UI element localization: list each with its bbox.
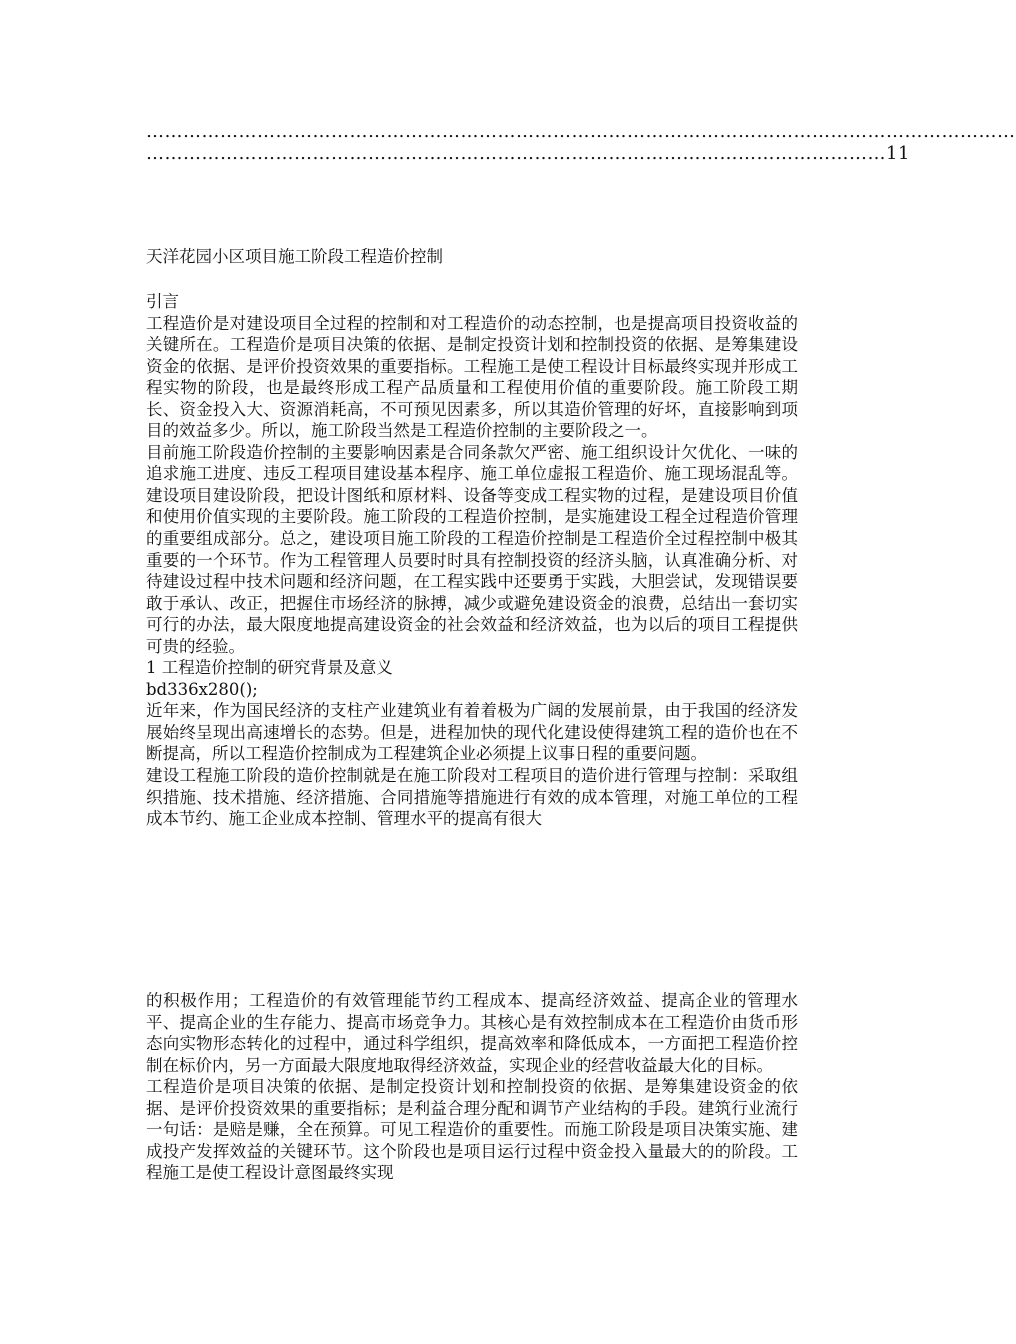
ad-placeholder-text: bd336x280(); [146,679,258,699]
paragraph: 工程造价是项目决策的依据、是制定投资计划和控制投资的依据、是筹集建设资金的依据、是评价投资效果的重要指标；是利益合理分配和调节产业结构的手段。建筑行业流行一句话：是赔是赚，全在预算。可见工程造价的重要性。而施工阶段是项目决策实施、建成投产发挥效益的关键环节。这个阶段也是项目运行过程中资金投入量最大的的阶段。工程施工是使工程设计意图最终实现 [146,1077,798,1183]
paragraph: 目前施工阶段造价控制的主要影响因素是合同条款欠严密、施工组织设计欠优化、一味的追求施工进度、违反工程项目建设基本程序、施工单位虚报工程造价、施工现场混乱等。建设项目建设阶段，把设计图纸和原材料、设备等变成工程实物的过程，是建设项目价值和使用价值实现的主要阶段。施工阶段的工程造价控制，是实施建设工程全过程造价管理的重要组成部分。总之，建设项目施工阶段的工程造价控制是工程造价全过程控制中极其重要的一个环节。作为工程管理人员要时时具有控制投资的经济头脑，认真准确分析、对待建设过程中技术问题和经济问题，在工程实践中还要勇于实践，大胆尝试，发现错误要敢于承认、改正，把握住市场经济的脉搏，减少或避免建设资金的浪费，总结出一套切实可行的办法，最大限度地提高建设资金的社会效益和经济效益，也为以后的项目工程提供可贵的经验。 [146,442,798,656]
paragraph: 的积极作用；工程造价的有效管理能节约工程成本、提高经济效益、提高企业的管理水平、提高企业的生存能力、提高市场竞争力。其核心是有效控制成本在工程造价由货币形态向实物形态转化的过程中，通过科学组织，提高效率和降低成本，一方面把工程造价控制在标价内，另一方面最大限度地取得经济效益，实现企业的经营收益最大化的目标。 [146,991,798,1075]
toc-leader-line-page-number: …………………………………………………………………………………………………………11 [146,143,910,164]
document-title: 天洋花园小区项目施工阶段工程造价控制 [146,247,443,266]
section-heading: 1 工程造价控制的研究背景及意义 [146,658,393,678]
paragraph: 建设工程施工阶段的造价控制就是在施工阶段对工程项目的造价进行管理与控制：采取组织措施、技术措施、经济措施、合同措施等措施进行有效的成本管理，对施工单位的工程成本节约、施工企业成本控制、管理水平的提高有很大 [146,766,798,829]
paragraph: 工程造价是对建设项目全过程的控制和对工程造价的动态控制，也是提高项目投资收益的关键所在。工程造价是项目决策的依据、是制定投资计划和控制投资的依据、是筹集建设资金的依据、是评价投资效果的重要指标。工程施工是使工程设计目标最终实现并形成工程实物的阶段，也是最终形成工程产品质量和工程使用价值的重要阶段。施工阶段工期长、资金投入大、资源消耗高，不可预见因素多，所以其造价管理的好坏，直接影响到项目的效益多少。所以，施工阶段当然是工程造价控制的主要阶段之一。 [146,313,798,441]
body-text-page1 [146,291,798,830]
body-text-page2 [146,990,798,1184]
toc-leader-line: …………………………………………………………………………………………………………………………… [146,121,1016,142]
paragraph: 近年来，作为国民经济的支柱产业建筑业有着着极为广阔的发展前景，由于我国的经济发展始终呈现出高速增长的态势。但是，进程加快的现代化建设使得建筑工程的造价也在不断提高，所以工程造价控制成为工程建筑企业必须提上议事日程的重要问题。 [146,701,798,764]
section-heading-introduction: 引言 [146,292,179,311]
